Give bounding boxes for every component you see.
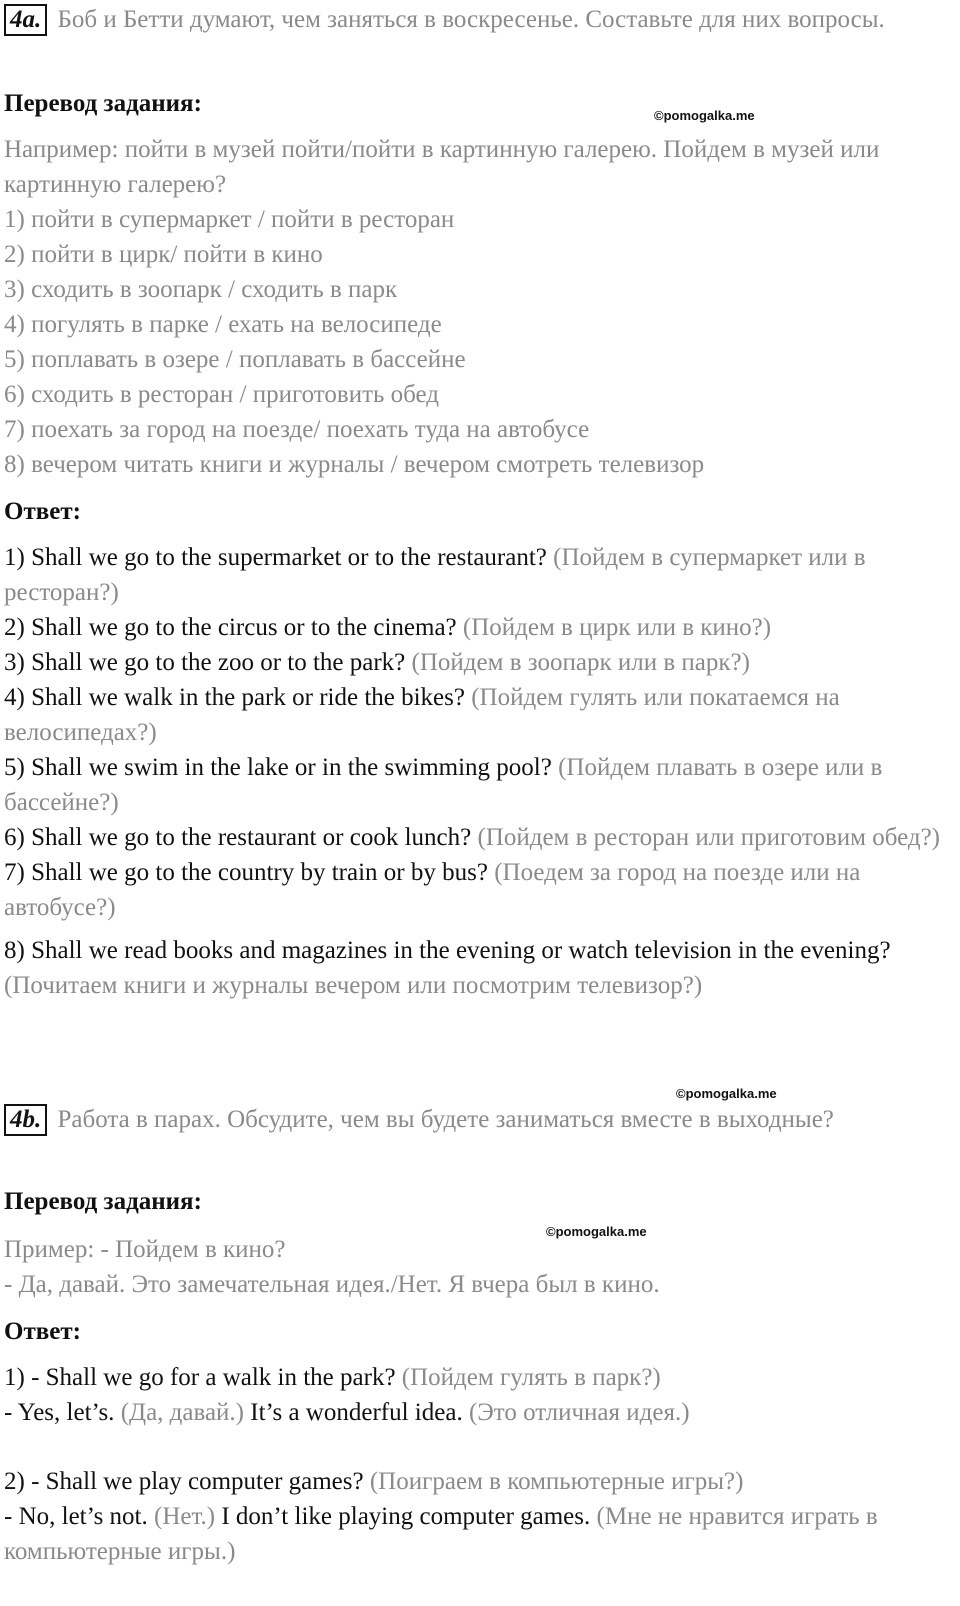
translation-line: 1) пойти в супермаркет / пойти в ресторан (4, 206, 455, 233)
task-4b-instruction: Работа в парах. Обсудите, чем вы будете заниматься вместе в выходные? (57, 1106, 834, 1133)
dialog-en: It’s a wonderful idea. (250, 1399, 463, 1426)
watermark: ©pomogalka.me (654, 108, 755, 123)
task-4a-translation (4, 132, 944, 482)
answer-ru: (Пойдем в ресторан или приготовим обед?) (477, 824, 941, 851)
answer-en: 1) Shall we go to the supermarket or to the restaurant? (4, 544, 547, 571)
translation-line: 3) сходить в зоопарк / сходить в парк (4, 276, 398, 303)
translation-line: 7) поехать за город на поезде/ поехать туда на автобусе (4, 416, 590, 443)
dialog-en: 2) - Shall we play computer games? (4, 1468, 364, 1495)
task-4b-badge: 4b. (4, 1104, 47, 1136)
task-4a-instruction-block (4, 2, 944, 37)
task-4b-answer-heading: Ответ: (4, 1318, 81, 1345)
answer-en: 7) Shall we go to the country by train or by bus? (4, 859, 488, 886)
translation-line: 4) погулять в парке / ехать на велосипеде (4, 311, 442, 338)
answer-ru: (Пойдем в супермаркет или в ресторан?) (4, 544, 866, 606)
answer-en: 6) Shall we go to the restaurant or cook lunch? (4, 824, 472, 851)
answer-item (4, 855, 944, 925)
answer-item (4, 645, 944, 680)
translation-line: - Да, давай. Это замечательная идея./Нет. Я вчера был в кино. (4, 1271, 660, 1298)
dialog-en: I don’t like playing computer games. (221, 1503, 591, 1530)
dialog-en: - Yes, let’s. (4, 1399, 115, 1426)
task-4b-instruction-block (4, 1102, 944, 1137)
dialog-ru: (Мне не нравится играть в компьютерные игры.) (4, 1503, 878, 1565)
answer-ru: (Поедем за город на поезде или на автобусе?) (4, 859, 861, 921)
task-4a-badge: 4a. (4, 4, 47, 36)
task-4a-answer-heading: Ответ: (4, 498, 81, 525)
task-4a-instruction: Боб и Бетти думают, чем заняться в воскресенье. Составьте для них вопросы. (57, 6, 885, 33)
answer-ru: (Пойдем гулять или покатаемся на велосипедах?) (4, 684, 840, 746)
dialog-ru: (Нет.) (154, 1503, 216, 1530)
watermark: ©pomogalka.me (546, 1224, 647, 1239)
dialog-ru: (Это отличная идея.) (468, 1399, 690, 1426)
translation-line: Например: пойти в музей пойти/пойти в картинную галерею. Пойдем в музей или картинную галерею? (4, 136, 880, 198)
dialog-en: 1) - Shall we go for a walk in the park? (4, 1364, 396, 1391)
answer-item (4, 750, 944, 820)
dialog-question (4, 1360, 944, 1395)
answer-en: 3) Shall we go to the zoo or to the park? (4, 649, 406, 676)
answer-item (4, 610, 944, 645)
task-4b-dialog-1 (4, 1360, 944, 1430)
task-4a-answers (4, 540, 944, 1003)
answer-en: 2) Shall we go to the circus or to the cinema? (4, 614, 457, 641)
task-4a-translation-heading: Перевод задания: (4, 90, 202, 117)
translation-line: 6) сходить в ресторан / приготовить обед (4, 381, 440, 408)
dialog-reply (4, 1499, 944, 1569)
answer-item (4, 820, 944, 855)
answer-ru: (Пойдем в цирк или в кино?) (462, 614, 772, 641)
answer-ru: (Пойдем в зоопарк или в парк?) (411, 649, 750, 676)
answer-ru: (Почитаем книги и журналы вечером или посмотрим телевизор?) (4, 972, 703, 999)
answer-en: 8) Shall we read books and magazines in the evening or watch television in the evening? (4, 937, 891, 964)
dialog-reply (4, 1395, 944, 1430)
translation-line: 2) пойти в цирк/ пойти в кино (4, 241, 323, 268)
watermark: ©pomogalka.me (676, 1086, 777, 1101)
task-4b-translation (4, 1232, 944, 1302)
task-4b-translation-heading: Перевод задания: (4, 1188, 202, 1215)
task-4b-dialog-2 (4, 1464, 944, 1569)
answer-item (4, 933, 944, 1003)
translation-line: 8) вечером читать книги и журналы / вечером смотреть телевизор (4, 451, 705, 478)
answer-en: 4) Shall we walk in the park or ride the bikes? (4, 684, 465, 711)
dialog-ru: (Поиграем в компьютерные игры?) (369, 1468, 744, 1495)
dialog-ru: (Пойдем гулять в парк?) (401, 1364, 661, 1391)
answer-en: 5) Shall we swim in the lake or in the swimming pool? (4, 754, 552, 781)
answer-ru: (Пойдем плавать в озере или в бассейне?) (4, 754, 883, 816)
translation-line: Пример: - Пойдем в кино? (4, 1236, 286, 1263)
dialog-question (4, 1464, 944, 1499)
dialog-ru: (Да, давай.) (120, 1399, 245, 1426)
translation-line: 5) поплавать в озере / поплавать в бассейне (4, 346, 466, 373)
answer-item (4, 680, 944, 750)
answer-item (4, 540, 944, 610)
dialog-en: - No, let’s not. (4, 1503, 148, 1530)
